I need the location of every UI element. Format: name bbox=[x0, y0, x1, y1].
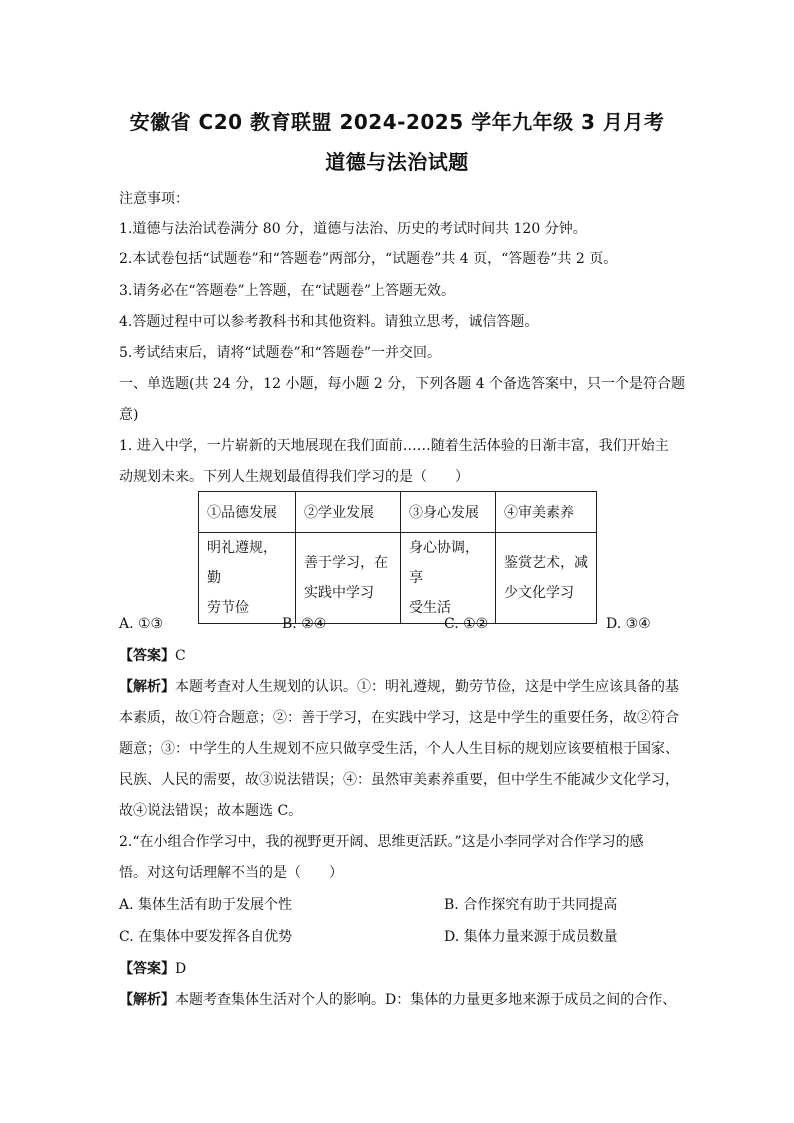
q1-stem-line2: 动规划未来。下列人生规划最值得我们学习的是（ ） bbox=[119, 469, 469, 485]
table-cell-line: 劳节俭 bbox=[207, 600, 249, 616]
q1-option-b: B. ②④ bbox=[282, 616, 327, 632]
notice-item: 5.考试结束后，请将“试题卷”和“答题卷”一并交回。 bbox=[119, 345, 441, 361]
notice-item: 1.道德与法治试卷满分 80 分，道德与法治、历史的考试时间共 120 分钟。 bbox=[119, 221, 587, 237]
table-cell-line: 少文化学习 bbox=[504, 585, 574, 601]
q1-analysis-line bbox=[119, 678, 689, 696]
q1-stem-line1: 1. 进入中学，一片崭新的天地展现在我们面前……随着生活体验的日渐丰富，我们开始主 bbox=[119, 438, 669, 454]
q2-analysis-line bbox=[119, 991, 689, 1009]
notice-item: 4.答题过程中可以参考教科书和其他资料。请独立思考，诚信答题。 bbox=[119, 314, 539, 330]
q2-option-b: B. 合作探究有助于共同提高 bbox=[444, 897, 618, 913]
q2-option-c: C. 在集体中要发挥各自优势 bbox=[119, 929, 293, 945]
table-cell bbox=[296, 533, 401, 624]
table-cell-line: 鉴赏艺术，减 bbox=[504, 555, 588, 571]
table-header-row bbox=[199, 492, 597, 533]
notice-item: 2.本试卷包括“试题卷”和“答题卷”两部分，“试题卷”共 4 页，“答题卷”共 2 页。 bbox=[119, 251, 618, 267]
table-cell bbox=[496, 533, 597, 624]
q2-stem-line1: 2.“在小组合作学习中，我的视野更开阔、思维更活跃。”这是小李同学对合作学习的感 bbox=[119, 834, 644, 850]
table-header-cell: ④审美素养 bbox=[496, 492, 597, 533]
section-heading-line2: 意) bbox=[119, 407, 139, 423]
answer-label: 【答案】 bbox=[119, 961, 175, 977]
answer-value: C bbox=[175, 648, 186, 664]
q1-option-d: D. ③④ bbox=[606, 616, 651, 632]
q1-analysis-line: 题意；③：中学生的人生规划不应只做享受生活，个人人生目标的规划应该要植根于国家、 bbox=[119, 741, 679, 757]
notice-item: 3.请务必在“答题卷”上答题，在“试题卷”上答题无效。 bbox=[119, 283, 455, 299]
table-cell-line: 善于学习，在 bbox=[304, 555, 388, 571]
analysis-text: 本题考查对人生规划的认识。①：明礼遵规，勤劳节俭，这是中学生应该具备的基 bbox=[175, 679, 679, 695]
table-cell bbox=[401, 533, 496, 624]
exam-title: 安徽省 C20 教育联盟 2024-2025 学年九年级 3 月月考 bbox=[129, 110, 665, 134]
q1-option-c: C. ①② bbox=[444, 616, 489, 632]
analysis-label: 【解析】 bbox=[119, 679, 175, 695]
q1-answer bbox=[119, 647, 689, 665]
analysis-label: 【解析】 bbox=[119, 992, 175, 1008]
q1-options-table bbox=[198, 491, 597, 624]
table-row bbox=[199, 533, 597, 624]
q2-answer bbox=[119, 960, 689, 978]
answer-label: 【答案】 bbox=[119, 648, 175, 664]
table-cell-line: 实践中学习 bbox=[304, 585, 374, 601]
q1-analysis-line: 民族、人民的需要，故③说法错误；④：虽然审美素养重要，但中学生不能减少文化学习， bbox=[119, 772, 679, 788]
table-cell-line: 明礼遵规，勤 bbox=[207, 540, 277, 586]
table-header-cell: ①品德发展 bbox=[199, 492, 296, 533]
q2-stem-line2: 悟。对这句话理解不当的是（ ） bbox=[119, 865, 343, 881]
exam-subtitle: 道德与法治试题 bbox=[325, 150, 469, 174]
table-cell-line: 身心协调，享 bbox=[409, 540, 479, 586]
table-cell bbox=[199, 533, 296, 624]
answer-value: D bbox=[175, 961, 187, 977]
q1-option-a: A. ①③ bbox=[119, 616, 164, 632]
section-heading-line1: 一、单选题(共 24 分，12 小题，每小题 2 分，下列各题 4 个备选答案中，只一个是符合题 bbox=[119, 376, 686, 392]
q1-analysis-line: 故④说法错误；故本题选 C。 bbox=[119, 803, 303, 819]
table-header-cell: ②学业发展 bbox=[296, 492, 401, 533]
q2-option-d: D. 集体力量来源于成员数量 bbox=[444, 929, 618, 945]
notice-heading: 注意事项： bbox=[119, 191, 189, 207]
table-header-cell: ③身心发展 bbox=[401, 492, 496, 533]
analysis-text: 本题考查集体生活对个人的影响。D：集体的力量更多地来源于成员之间的合作、 bbox=[175, 992, 677, 1008]
table-cell-line: 受生活 bbox=[409, 600, 451, 616]
q1-analysis-line: 本素质，故①符合题意；②：善于学习，在实践中学习，这是中学生的重要任务，故②符合 bbox=[119, 710, 679, 726]
q2-option-a: A. 集体生活有助于发展个性 bbox=[119, 897, 293, 913]
